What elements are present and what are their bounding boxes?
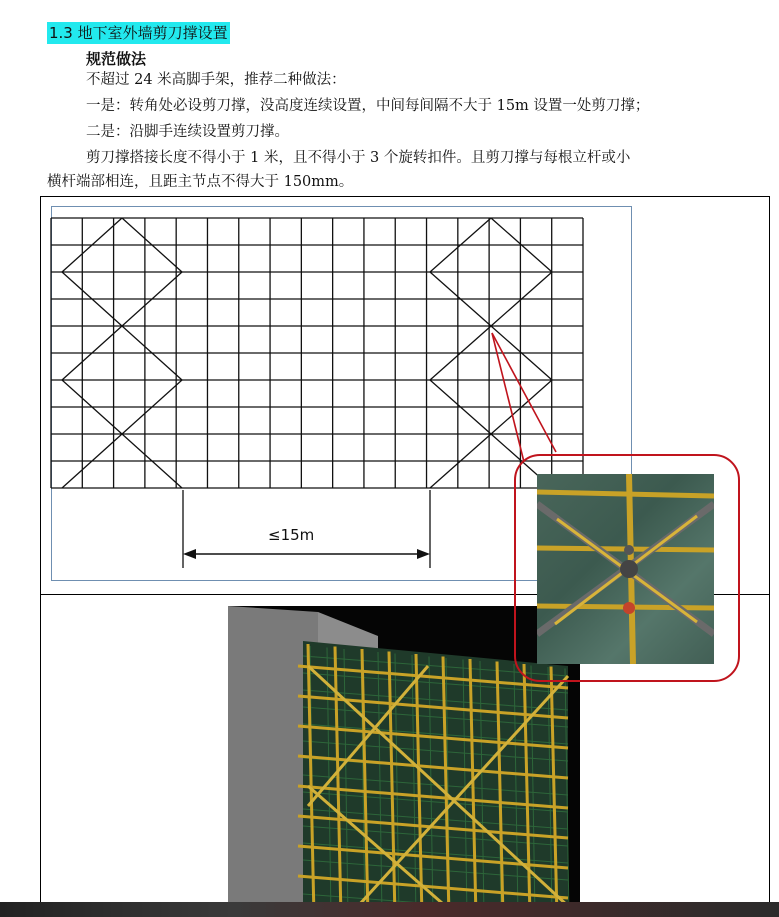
paragraph-2: 一是：转角处必设剪刀撑，没高度连续设置，中间每间隔不大于 15m 设置一处剪刀撑； — [86, 98, 650, 114]
subheading: 规范做法 — [86, 50, 147, 68]
paragraph-1: 不超过 24 米高脚手架，推荐二种做法： — [86, 72, 346, 88]
paragraph-3: 二是：沿脚手连续设置剪刀撑。 — [86, 124, 289, 140]
bottom-bar — [0, 902, 779, 917]
paragraph-5: 横杆端部相连，且距主节点不得大于 150mm。 — [47, 174, 354, 190]
dimension-label: ≤15m — [268, 526, 315, 544]
paragraph-4: 剪刀撑搭接长度不得小于 1 米，且不得小于 3 个旋转扣件。且剪刀撑与每根立杆或小 — [86, 150, 631, 166]
coupler-detail-photo — [537, 474, 714, 664]
dimension-arrow-left-icon — [183, 549, 196, 559]
section-heading: 1.3 地下室外墙剪刀撑设置 — [49, 24, 228, 42]
dimension-arrow-right-icon — [417, 549, 430, 559]
